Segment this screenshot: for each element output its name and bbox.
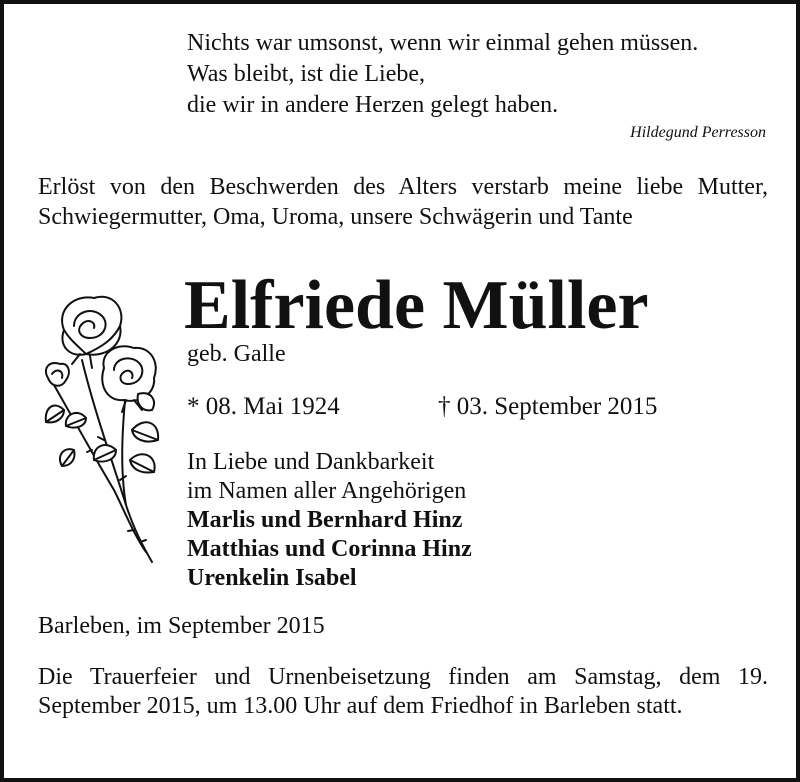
birth-date: * 08. Mai 1924 — [187, 393, 340, 420]
signature-line: In Liebe und Dankbarkeit — [187, 449, 435, 475]
mourner-name: Urenkelin Isabel — [187, 565, 357, 591]
poem-line: Was bleibt, ist die Liebe, — [187, 61, 426, 87]
signature-block — [187, 448, 472, 593]
place-date: Barleben, im September 2015 — [38, 613, 325, 639]
mourner-name: Marlis und Bernhard Hinz — [187, 507, 463, 533]
funeral-info: Die Trauerfeier und Urnenbeisetzung finden am Samstag, dem 19. September 2015, um 13.00 Uhr auf dem Friedhof in Barleben statt. — [38, 664, 768, 719]
signature-line: im Namen aller Angehörigen — [187, 478, 467, 504]
deceased-name: Elfriede Müller — [184, 267, 649, 344]
roses-illustration-icon — [34, 290, 174, 570]
birth-name: geb. Galle — [187, 341, 286, 367]
poem-line: Nichts war umsonst, wenn wir einmal gehen müssen. — [187, 30, 699, 56]
intro-text: Erlöst von den Beschwerden des Alters verstarb meine liebe Mutter, Schwiegermutter, Oma, Uroma, unsere Schwägerin und Tante — [38, 174, 768, 230]
poem-author: Hildegund Perresson — [630, 124, 766, 141]
mourner-name: Matthias und Corinna Hinz — [187, 536, 472, 562]
death-date: † 03. September 2015 — [438, 393, 658, 420]
poem-line: die wir in andere Herzen gelegt haben. — [187, 92, 559, 118]
poem — [187, 28, 698, 121]
